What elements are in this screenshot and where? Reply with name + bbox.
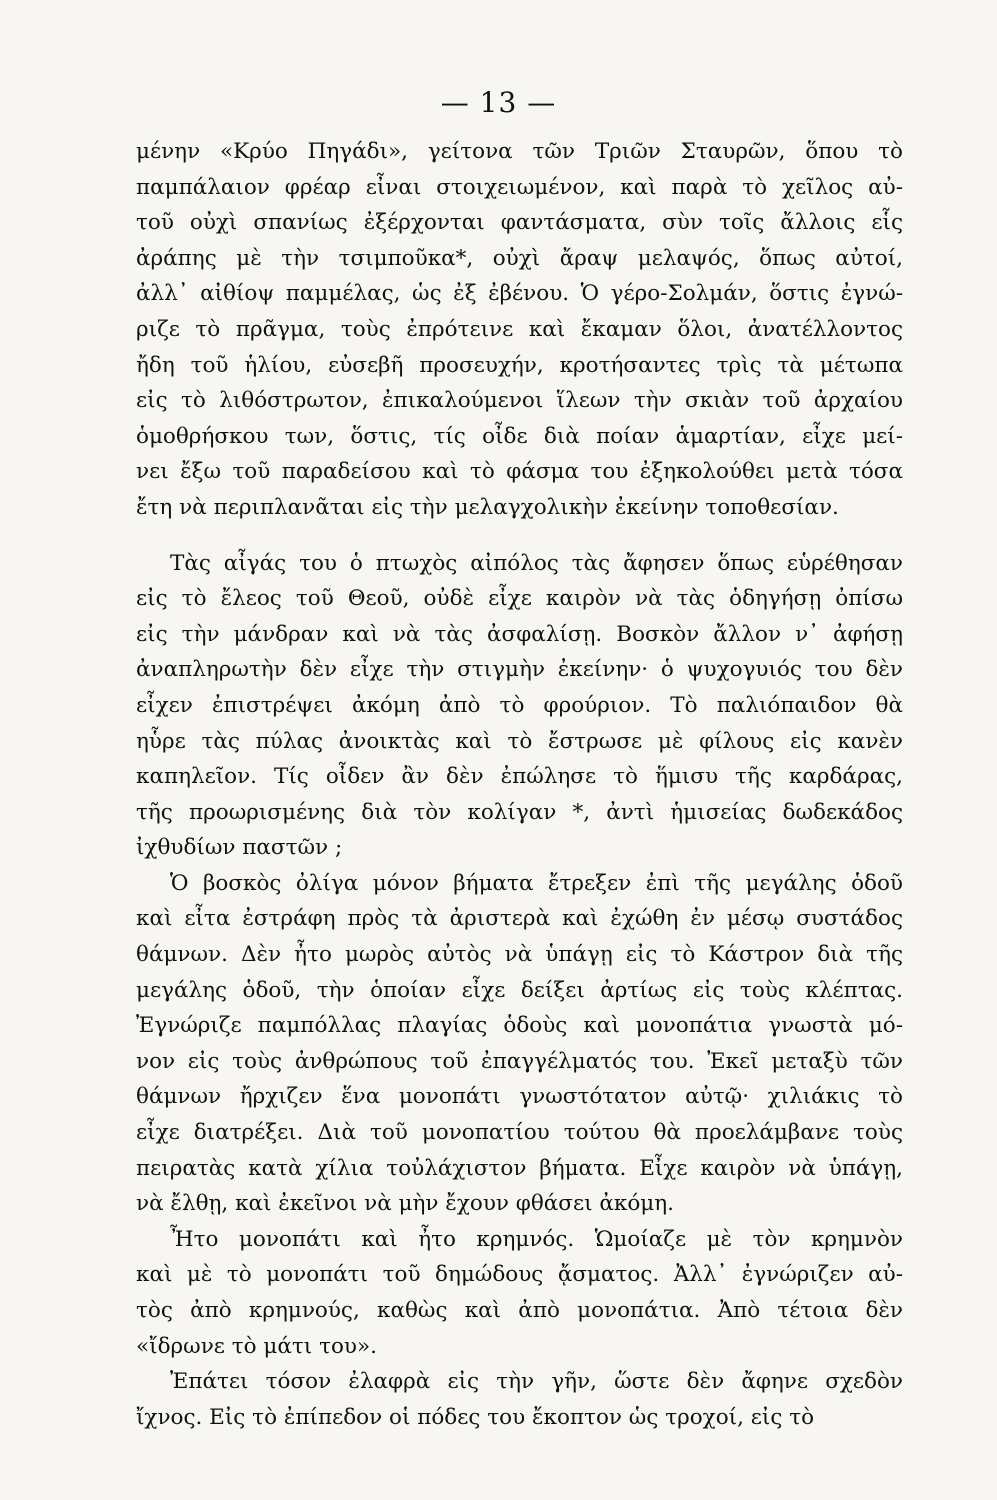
text-line: ἰχθυδίων παστῶν ; <box>136 835 343 861</box>
page-number: — 13 — <box>440 86 557 119</box>
text-line: τῆς προωρισμένης διὰ τὸν κολίγαν *, ἀντὶ ἡμισείας δωδεκάδος <box>136 799 903 825</box>
paragraph <box>136 866 903 1222</box>
text-line: μένην «Κρύο Πηγάδι», γείτονα τῶν Τριῶν Σταυρῶν, ὅπου τὸ <box>136 139 903 164</box>
text-line: ριζε τὸ πρᾶγμα, τοὺς ἐπρότεινε καὶ ἔκαμαν ὅλοι, ἀνατέλλοντος <box>136 316 903 342</box>
text-line: Ὁ βοσκὸς ὀλίγα μόνον βήματα ἔτρεξεν ἐπὶ τῆς μεγάλης ὁδοῦ <box>170 870 903 896</box>
text-line: Τὰς αἶγάς του ὁ πτωχὸς αἰπόλος τὰς ἄφησεν ὅπως εὑρέθησαν <box>170 550 903 576</box>
text-line: εἶχε διατρέξει. Διὰ τοῦ μονοπατίου τούτου θὰ προελάμβανε τοὺς <box>136 1120 903 1146</box>
text-line: ἴχνος. Εἰς τὸ ἐπίπεδον οἱ πόδες του ἔκοπτον ὡς τροχοί, εἰς τὸ <box>136 1404 815 1430</box>
text-line: ἀράπης μὲ τὴν τσιμποῦκα*, οὐχὶ ἄραψ μελαψός, ὅπως αὐτοί, <box>136 245 903 271</box>
text-line: Ἦτο μονοπάτι καὶ ἦτο κρημνός. Ὡμοίαζε μὲ τὸν κρημνὸν <box>170 1226 903 1252</box>
text-line: νον εἰς τοὺς ἀνθρώπους τοῦ ἐπαγγέλματός του. Ἐκεῖ μεταξὺ τῶν <box>136 1048 903 1074</box>
text-line: μεγάλης ὁδοῦ, τὴν ὁποίαν εἶχε δείξει ἀρτίως εἰς τοὺς κλέπτας. <box>136 977 903 1003</box>
paragraph <box>136 1364 903 1435</box>
text-line: εἰς τὸ ἔλεος τοῦ Θεοῦ, οὐδὲ εἶχε καιρὸν νὰ τὰς ὁδηγήσῃ ὀπίσω <box>136 586 903 612</box>
text-line: ὁμοθρήσκου των, ὅστις, τίς οἶδε διὰ ποίαν ἁμαρτίαν, εἶχε μεί- <box>136 423 903 449</box>
text-line: «ἴδρωνε τὸ μάτι του». <box>136 1333 377 1359</box>
text-line: ἀλλ᾽ αἰθίοψ παμμέλας, ὡς ἐξ ἐβένου. Ὁ γέρο-Σολμάν, ὅστις ἐγνώ- <box>136 281 903 307</box>
text-line: Ἐπάτει τόσον ἐλαφρὰ εἰς τὴν γῆν, ὥστε δὲν ἄφηνε σχεδὸν <box>170 1369 903 1395</box>
text-line: νὰ ἔλθῃ, καὶ ἐκεῖνοι νὰ μὴν ἔχουν φθάσει ἀκόμη. <box>136 1191 674 1217</box>
text-line: τὸς ἀπὸ κρημνούς, καθὼς καὶ ἀπὸ μονοπάτια. Ἀπὸ τέτοια δὲν <box>136 1298 903 1323</box>
text-line: παμπάλαιον φρέαρ εἶναι στοιχειωμένον, καὶ παρὰ τὸ χεῖλος αὐ- <box>136 174 903 200</box>
text-line: ηὗρε τὰς πύλας ἀνοικτὰς καὶ τὸ ἔστρωσε μὲ φίλους εἰς κανὲν <box>136 728 903 754</box>
text-line: ἤδη τοῦ ἡλίου, εὐσεβῆ προσευχήν, κροτήσαντες τρὶς τὰ μέτωπα <box>136 352 903 378</box>
text-line: νει ἔξω τοῦ παραδείσου καὶ τὸ φάσμα του ἐξηκολούθει μετὰ τόσα <box>136 459 903 485</box>
text-line: καπηλεῖον. Τίς οἶδεν ἂν δὲν ἐπώλησε τὸ ἥμισυ τῆς καρδάρας, <box>136 764 903 790</box>
text-line: καὶ εἶτα ἐστράφη πρὸς τὰ ἀριστερὰ καὶ ἐχώθη ἐν μέσῳ συστάδος <box>136 906 903 932</box>
text-line: ἔτη νὰ περιπλανᾶται εἰς τὴν μελαγχολικὴν ἐκείνην τοποθεσίαν. <box>136 494 839 520</box>
text-line: ἀναπληρωτὴν δὲν εἶχε τὴν στιγμὴν ἐκείνην· ὁ ψυχογυιός του δὲν <box>136 657 903 683</box>
body-text <box>136 134 903 1435</box>
text-line: εἰς τὴν μάνδραν καὶ νὰ τὰς ἀσφαλίσῃ. Βοσκὸν ἄλλον ν᾽ ἀφήσῃ <box>136 621 903 647</box>
text-line: τοῦ οὐχὶ σπανίως ἐξέρχονται φαντάσματα, σὺν τοῖς ἄλλοις εἷς <box>136 210 903 236</box>
text-line: καὶ μὲ τὸ μονοπάτι τοῦ δημώδους ᾄσματος. Ἀλλ᾽ ἐγνώριζεν αὐ- <box>136 1262 903 1288</box>
paragraph <box>136 1222 903 1364</box>
text-line: Ἐγνώριζε παμπόλλας πλαγίας ὁδοὺς καὶ μονοπάτια γνωστὰ μό- <box>136 1013 903 1039</box>
text-line: θάμνων. Δὲν ἦτο μωρὸς αὐτὸς νὰ ὑπάγῃ εἰς τὸ Κάστρον διὰ τῆς <box>136 942 903 968</box>
paragraph <box>136 546 903 866</box>
text-line: θάμνων ἤρχιζεν ἕνα μονοπάτι γνωστότατον αὐτῷ· χιλιάκις τὸ <box>136 1084 903 1110</box>
paragraph <box>136 134 903 526</box>
text-line: εἰς τὸ λιθόστρωτον, ἐπικαλούμενοι ἵλεων τὴν σκιὰν τοῦ ἀρχαίου <box>136 388 903 414</box>
text-line: εἶχεν ἐπιστρέψει ἀκόμη ἀπὸ τὸ φρούριον. Τὸ παλιόπαιδον θὰ <box>136 692 903 718</box>
text-line: πειρατὰς κατὰ χίλια τοὐλάχιστον βήματα. Εἶχε καιρὸν νὰ ὑπάγῃ, <box>136 1155 903 1181</box>
